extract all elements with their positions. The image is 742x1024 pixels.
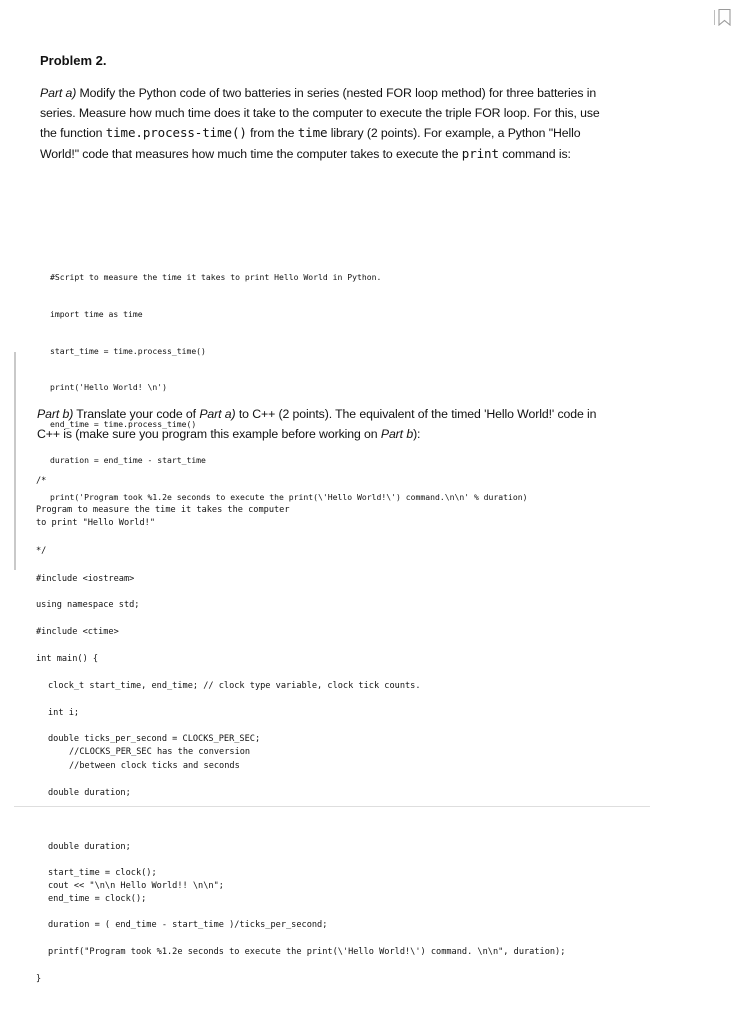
part-b-text-2: to C++ (2 points). The equivalent of the timed 'Hello World!' code in C++ is (make sure you program this example before working on (37, 407, 597, 441)
code-include-iostream: #include <iostream> (36, 574, 135, 584)
part-b-text-1: Translate your code of (73, 407, 200, 421)
part-b-label: Part b) (37, 407, 74, 421)
code-line: print('Hello World! \n') (50, 382, 167, 393)
code-using-namespace: using namespace std; (36, 600, 140, 610)
code-line: start_time = time.process_time() (50, 345, 206, 356)
part-a-text-1: Modify the Python code of two batteries in series (nested FOR loop method) for three batteries in series. Measure how much time does it take to the computer to execute the triple FOR loop. For this, use the function (40, 86, 600, 141)
code-start-time: start_time = clock(); (48, 868, 157, 878)
margin-bar (14, 352, 16, 570)
code-printf: printf("Program took %1.2e seconds to execute the print(\'Hello World!\') command. \n\n", duration); (48, 947, 566, 957)
code-int-declaration: int i; (48, 708, 80, 718)
code-duration-calc: duration = ( end_time - start_time )/ticks_per_second; (48, 920, 328, 930)
code-main-signature: int main() { (36, 654, 99, 664)
code-close-brace: } (36, 974, 42, 984)
code-line: import time as time (50, 309, 143, 320)
python-code-block (50, 247, 528, 515)
code-comment-close: */ (36, 546, 47, 556)
part-a-paragraph (40, 84, 600, 164)
time-lib: time (297, 125, 328, 141)
code-duration-declaration: double duration; (48, 788, 131, 798)
code-end-time: end_time = clock(); (48, 894, 147, 904)
code-line: #Script to measure the time it takes to print Hello World in Python. (50, 272, 382, 283)
code-ticks-comment: //CLOCKS_PER_SEC has the conversion (69, 747, 251, 757)
part-b-ref-2: Part b (380, 426, 414, 441)
code-line: end_time = time.process_time() (50, 418, 197, 429)
part-b-text-3: ): (413, 426, 421, 441)
part-a-text-4: command is: (498, 146, 571, 161)
code-clock-declaration: clock_t start_time, end_time; // clock type variable, clock tick counts. (48, 681, 421, 691)
code-ticks-declaration: double ticks_per_second = CLOCKS_PER_SEC; (48, 734, 261, 744)
code-comment-open: /* (36, 476, 47, 486)
part-a-text-3: library (2 points). For example, a Python "Hello World!" code that measures how much time the computer takes to execute the (40, 126, 581, 161)
bookmark-icon[interactable] (713, 8, 733, 26)
code-comment-line: Program to measure the time it takes the computer (36, 505, 290, 515)
part-a-label: Part a) (40, 86, 77, 100)
code-cout: cout << "\n\n Hello World!! \n\n"; (48, 881, 224, 891)
code-comment-line: to print "Hello World!" (36, 518, 155, 528)
code-include-ctime: #include <ctime> (36, 627, 119, 637)
page-divider (14, 806, 650, 807)
code-duration-declaration-2: double duration; (48, 842, 131, 852)
code-line: duration = end_time - start_time (50, 455, 206, 466)
print-cmd: print (461, 145, 499, 161)
code-line: print('Program took %1.2e seconds to execute the print(\'Hello World!\') command.\n\n' % duration) (50, 492, 528, 503)
process-time-func: time.process-time() (105, 125, 247, 141)
part-b-paragraph (37, 405, 597, 444)
code-ticks-comment: //between clock ticks and seconds (69, 761, 240, 771)
part-a-text-2: from the (246, 126, 298, 141)
problem-title: Problem 2. (40, 53, 107, 68)
part-b-ref: Part a) (199, 407, 236, 421)
